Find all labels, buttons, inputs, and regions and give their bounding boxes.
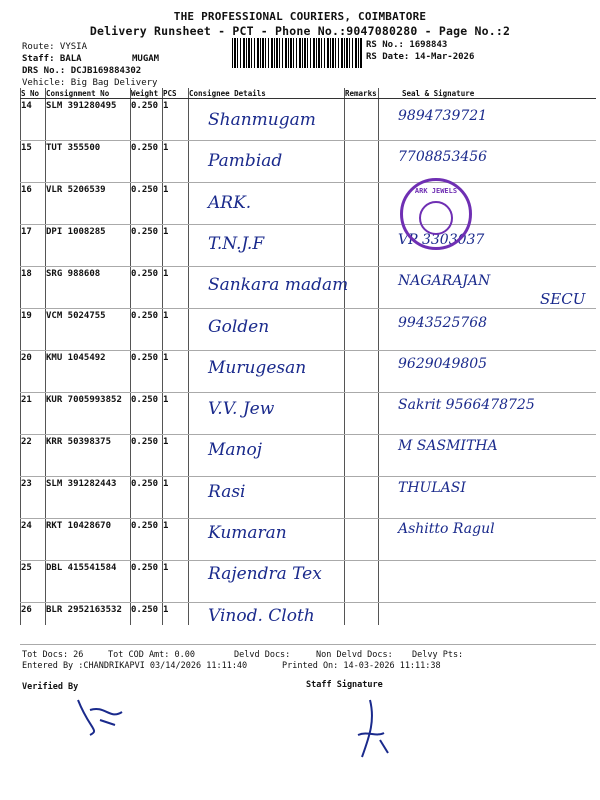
col-consignee: Consignee Details bbox=[188, 88, 344, 99]
row-weight: 0.250 bbox=[130, 99, 162, 141]
verified-by-signature bbox=[70, 690, 130, 740]
col-consignment: Consignment No bbox=[45, 88, 130, 99]
row-weight: 0.250 bbox=[130, 519, 162, 561]
row-consignment-no: BLR 2952163532 bbox=[45, 603, 130, 645]
rs-number: RS No.: 1698843 bbox=[366, 40, 448, 50]
delvd-docs: Delvd Docs: bbox=[234, 650, 291, 660]
company-title: THE PROFESSIONAL COURIERS, COIMBATORE bbox=[173, 10, 427, 23]
table-row bbox=[20, 225, 596, 267]
col-pcs: PCS bbox=[162, 88, 188, 99]
row-weight: 0.250 bbox=[130, 477, 162, 519]
row-remarks-cell bbox=[344, 267, 378, 309]
table-row bbox=[20, 183, 596, 225]
table-row bbox=[20, 435, 596, 477]
handwritten-seal: 9943525768 bbox=[398, 314, 488, 331]
row-sno: 15 bbox=[20, 141, 45, 183]
row-remarks-cell bbox=[344, 435, 378, 477]
row-sno: 24 bbox=[20, 519, 45, 561]
handwritten-seal: THULASI bbox=[398, 479, 466, 496]
row-weight: 0.250 bbox=[130, 309, 162, 351]
row-pcs: 1 bbox=[162, 519, 188, 561]
ark-jewels-stamp bbox=[400, 178, 472, 250]
row-consignment-no: KUR 7005993852 bbox=[45, 393, 130, 435]
handwritten-seal: 7708853456 bbox=[398, 149, 488, 166]
row-consignment-no: SRG 988608 bbox=[45, 267, 130, 309]
handwritten-seal: Ashitto Ragul bbox=[398, 521, 495, 537]
handwritten-consignee: Rasi bbox=[208, 481, 246, 502]
staff-label: Staff: BALA bbox=[22, 54, 82, 64]
row-remarks-cell bbox=[344, 351, 378, 393]
handwritten-consignee: Rajendra Tex bbox=[208, 564, 322, 585]
row-pcs: 1 bbox=[162, 351, 188, 393]
handwritten-consignee: Kumaran bbox=[208, 523, 287, 543]
row-remarks-cell bbox=[344, 141, 378, 183]
handwritten-consignee: Pambiad bbox=[208, 151, 283, 172]
handwritten-consignee: Sankara madam bbox=[208, 275, 349, 296]
row-pcs: 1 bbox=[162, 99, 188, 141]
drs-number: DRS No.: DCJB169884302 bbox=[22, 66, 142, 76]
entered-by: Entered By :CHANDRIKAPVI 03/14/2026 11:11:40 bbox=[22, 661, 248, 671]
handwritten-consignee: Golden bbox=[208, 316, 270, 337]
row-sno: 21 bbox=[20, 393, 45, 435]
row-pcs: 1 bbox=[162, 561, 188, 603]
handwritten-consignee: Vinod. Cloth bbox=[208, 605, 315, 626]
row-weight: 0.250 bbox=[130, 603, 162, 645]
row-sno: 20 bbox=[20, 351, 45, 393]
tot-docs: Tot Docs: 26 bbox=[22, 650, 84, 660]
handwritten-seal: Sakrit 9566478725 bbox=[398, 397, 535, 414]
staff-signature-label: Staff Signature bbox=[306, 680, 383, 690]
row-weight: 0.250 bbox=[130, 267, 162, 309]
row-consignment-no: DBL 415541584 bbox=[45, 561, 130, 603]
row-pcs: 1 bbox=[162, 183, 188, 225]
col-seal: Seal & Signature bbox=[378, 88, 596, 99]
table-header-row bbox=[20, 88, 596, 99]
row-consignment-no: KRR 50398375 bbox=[45, 435, 130, 477]
row-pcs: 1 bbox=[162, 393, 188, 435]
row-sno: 14 bbox=[20, 99, 45, 141]
handwritten-seal: 9894739721 bbox=[398, 108, 488, 124]
row-consignment-no: KMU 1045492 bbox=[45, 351, 130, 393]
row-consignment-no: RKT 10428670 bbox=[45, 519, 130, 561]
row-consignment-no: TUT 355500 bbox=[45, 141, 130, 183]
row-remarks-cell bbox=[344, 183, 378, 225]
row-consignment-no: DPI 1008285 bbox=[45, 225, 130, 267]
row-pcs: 1 bbox=[162, 477, 188, 519]
tot-cod: Tot COD Amt: 0.00 bbox=[108, 650, 195, 660]
handwritten-consignee: Manoj bbox=[208, 440, 262, 461]
col-weight: Weight bbox=[130, 88, 162, 99]
table-row bbox=[20, 477, 596, 519]
row-weight: 0.250 bbox=[130, 561, 162, 603]
row-weight: 0.250 bbox=[130, 183, 162, 225]
row-seal-cell bbox=[378, 603, 596, 645]
row-remarks-cell bbox=[344, 309, 378, 351]
verified-by-label: Verified By bbox=[22, 682, 79, 692]
vehicle-label: Vehicle: Big Bag Delivery bbox=[22, 78, 158, 88]
row-remarks-cell bbox=[344, 99, 378, 141]
row-pcs: 1 bbox=[162, 435, 188, 477]
col-remarks: Remarks bbox=[345, 88, 377, 98]
delvy-pts: Delvy Pts: bbox=[412, 650, 464, 660]
table-row bbox=[20, 141, 596, 183]
route-label: Route: VYSIA bbox=[22, 42, 88, 52]
row-consignment-no: SLM 391282443 bbox=[45, 477, 130, 519]
row-seal-cell bbox=[378, 561, 596, 603]
handwritten-consignee: V.V. Jew bbox=[208, 399, 275, 420]
row-weight: 0.250 bbox=[130, 435, 162, 477]
row-consignment-no: VCM 5024755 bbox=[45, 309, 130, 351]
handwritten-seal: 9629049805 bbox=[398, 355, 488, 372]
row-weight: 0.250 bbox=[130, 225, 162, 267]
row-weight: 0.250 bbox=[130, 141, 162, 183]
row-sno: 18 bbox=[20, 267, 45, 309]
row-pcs: 1 bbox=[162, 309, 188, 351]
row-sno: 25 bbox=[20, 561, 45, 603]
row-remarks-cell bbox=[344, 477, 378, 519]
row-remarks-cell bbox=[344, 225, 378, 267]
row-remarks-cell bbox=[344, 519, 378, 561]
stamp-text: ARK JEWELS bbox=[414, 187, 458, 195]
row-pcs: 1 bbox=[162, 603, 188, 645]
printed-on: Printed On: 14-03-2026 11:11:38 bbox=[282, 661, 441, 671]
table-row bbox=[20, 309, 596, 351]
row-pcs: 1 bbox=[162, 225, 188, 267]
handwritten-seal: NAGARAJAN bbox=[398, 273, 491, 290]
row-sno: 22 bbox=[20, 435, 45, 477]
row-weight: 0.250 bbox=[130, 393, 162, 435]
row-sno: 19 bbox=[20, 309, 45, 351]
row-sno: 23 bbox=[20, 477, 45, 519]
row-sno: 17 bbox=[20, 225, 45, 267]
runsheet-subtitle: Delivery Runsheet - PCT - Phone No.:9047080280 - Page No.:2 bbox=[89, 24, 511, 38]
handwritten-consignee: ARK. bbox=[208, 192, 252, 213]
handwritten-consignee: T.N.J.F bbox=[208, 233, 265, 254]
row-consignment-no: SLM 391280495 bbox=[45, 99, 130, 141]
handwritten-seal: VP 3303037 bbox=[398, 231, 485, 248]
row-pcs: 1 bbox=[162, 267, 188, 309]
handwritten-consignee: Murugesan bbox=[208, 357, 307, 378]
rs-date: RS Date: 14-Mar-2026 bbox=[366, 52, 475, 62]
row-sno: 26 bbox=[20, 603, 45, 645]
non-delvd-docs: Non Delvd Docs: bbox=[316, 650, 393, 660]
row-sno: 16 bbox=[20, 183, 45, 225]
table-row bbox=[20, 519, 596, 561]
row-remarks-cell bbox=[344, 393, 378, 435]
seal-extra: SECU bbox=[540, 290, 586, 308]
staff-label-tail: MUGAM bbox=[132, 54, 160, 64]
row-pcs: 1 bbox=[162, 141, 188, 183]
row-consignment-no: VLR 5206539 bbox=[45, 183, 130, 225]
table-row bbox=[20, 351, 596, 393]
col-sno: S No bbox=[20, 88, 45, 99]
handwritten-seal: M SASMITHA bbox=[398, 438, 498, 455]
staff-signature bbox=[340, 695, 400, 765]
row-remarks-cell bbox=[344, 603, 378, 645]
barcode bbox=[232, 38, 362, 68]
handwritten-consignee: Shanmugam bbox=[208, 110, 316, 130]
row-weight: 0.250 bbox=[130, 351, 162, 393]
runsheet-table bbox=[20, 88, 596, 645]
row-remarks-cell bbox=[344, 561, 378, 603]
